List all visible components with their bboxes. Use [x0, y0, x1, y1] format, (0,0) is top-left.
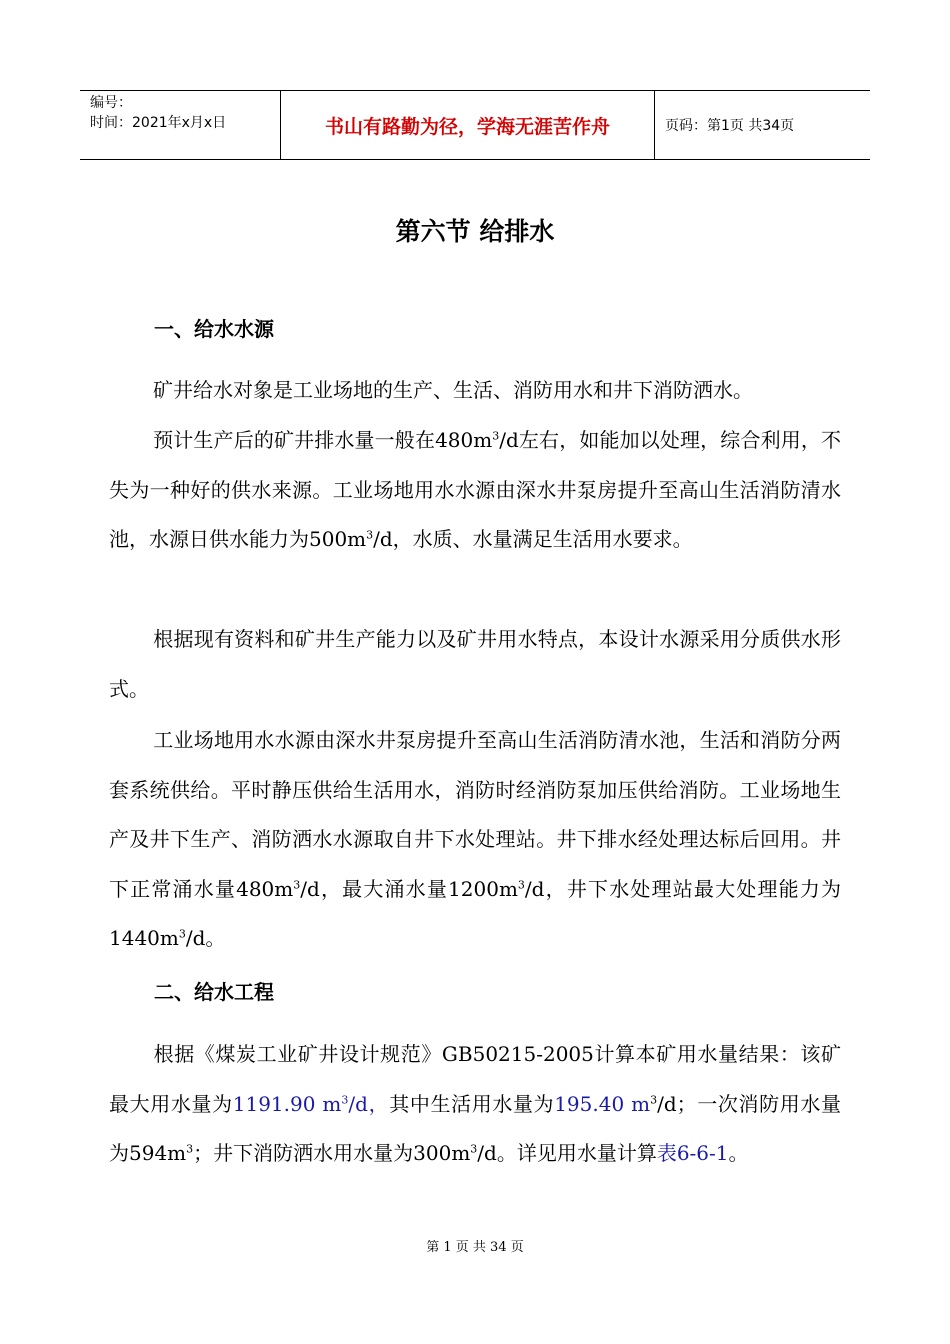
header-page-info: 页码：第1页 共34页	[665, 118, 795, 134]
paragraph-2: 预计生产后的矿井排水量一般在$480m^3/d$左右，如能加以处理，综合利用，不失为一种好的供水来源。工业场地用水水源由深水井泵房提升至高山生活消防清水池，水源日供水能力为$500m^3/d$，水质、水量满足生活用水要求。	[109, 428, 842, 551]
header-motto: 书山有路勤为径，学海无涯苦作舟	[281, 91, 655, 159]
page-header	[80, 90, 870, 160]
page-footer: 第 1 页 共 34 页	[426, 1240, 524, 1255]
section-heading-water-source: 一、给水水源	[154, 317, 274, 341]
doc-time-label: 时间：2021年x月x日	[90, 115, 227, 131]
paragraph-5: 根据《煤炭工业矿井设计规范》GB50215-2005计算本矿用水量结果：该矿最大用水量为1191.90 $m^3/d$，其中生活用水量为195.40 $m^3/d$；一次消防用水量为$594m^3$；井下消防洒水用水量为$300m^3/d$。详见用水量计算表6-6-1。	[109, 1042, 842, 1165]
paragraph-4: 工业场地用水水源由深水井泵房提升至高山生活消防清水池，生活和消防分两套系统供给。平时静压供给生活用水，消防时经消防泵加压供给消防。工业场地生产及井下生产、消防洒水水源取自井下水处理站。井下排水经处理达标后回用。井下正常涌水量$480m^3/d$，最大涌水量$1200m^3/d$，井下水处理站最大处理能力为$1440m^3/d$。	[109, 728, 842, 950]
paragraph-1: 矿井给水对象是工业场地的生产、生活、消防用水和井下消防洒水。	[153, 378, 753, 402]
table-reference-link[interactable]: 表6-6-	[656, 1141, 716, 1165]
doc-number-label: 编号：	[90, 95, 132, 111]
page-title: 第六节 给排水	[395, 217, 555, 246]
domestic-water-value: 195.40 m	[554, 1091, 651, 1116]
header-meta	[80, 91, 281, 159]
paragraph-3: 根据现有资料和矿井生产能力以及矿井用水特点，本设计水源采用分质供水形式。	[109, 627, 841, 701]
max-water-value: 1191.90 $m^3/d$，	[232, 1091, 390, 1116]
section-heading-water-supply: 二、给水工程	[154, 980, 274, 1004]
